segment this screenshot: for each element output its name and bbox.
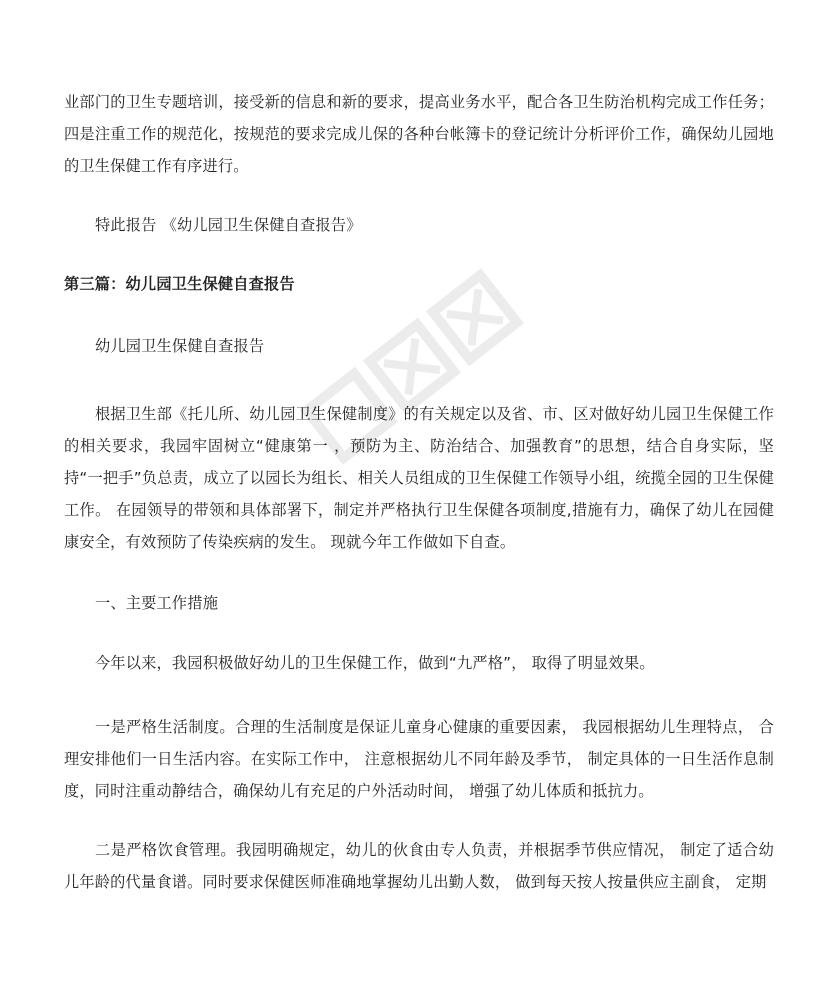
paragraph-summary: 今年以来，我园积极做好幼儿的卫生保健工作，做到“九严格”， 取得了明显效果。	[95, 654, 655, 672]
paragraph-report-title: 幼儿园卫生保健自查报告	[95, 337, 265, 355]
section-subheading: 一、主要工作措施	[95, 594, 219, 612]
paragraph-intro: 根据卫生部《托儿所、幼儿园卫生保健制度》的有关规定以及省、市、区对做好幼儿园卫生保健工作的相关要求，我园牢固树立“健康第一 ，预防为主、防治结合、加强教育”的思想，结合自身实际，坚持“一把手”负总责，成立了以园长为组长、相关人员组成的卫生保健工作领导小组，统揽全园的卫生保健工作。 在园领导的带领和具体部署下，制定并严格执行卫生保健各项制度,措施有力，确保了幼儿在园健康安全，有效预防了传染疾病的发生。 现就今年工作做如下自查。	[64, 405, 774, 551]
paragraph-measure-2: 二是严格饮食管理。我园明确规定，幼儿的伙食由专人负责，并根据季节供应情况， 制定了适合幼儿年龄的代量食谱。同时要求保健医师准确地掌握幼儿出勤人数， 做到每天按人按量供应主副食， 定期	[64, 841, 774, 891]
paragraph-1: 业部门的卫生专题培训，接受新的信息和新的要求，提高业务水平，配合各卫生防治机构完成工作任务；四是注重工作的规范化，按规范的要求完成儿保的各种台帐簿卡的登记统计分析评价工作，确保幼儿园地的卫生保健工作有序进行。	[64, 93, 774, 175]
paragraph-report-closing: 特此报告 《幼儿园卫生保健自查报告》	[95, 216, 362, 234]
paragraph-measure-1: 一是严格生活制度。合理的生活制度是保证儿童身心健康的重要因素， 我园根据幼儿生理特点， 合理安排他们一日生活内容。在实际工作中， 注意根据幼儿不同年龄及季节， 制定具体的一日生活作息制度，同时注重动静结合，确保幼儿有充足的户外活动时间， 增强了幼儿体质和抵抗力。	[64, 718, 774, 800]
section-heading: 第三篇：幼儿园卫生保健自查报告	[64, 275, 295, 293]
